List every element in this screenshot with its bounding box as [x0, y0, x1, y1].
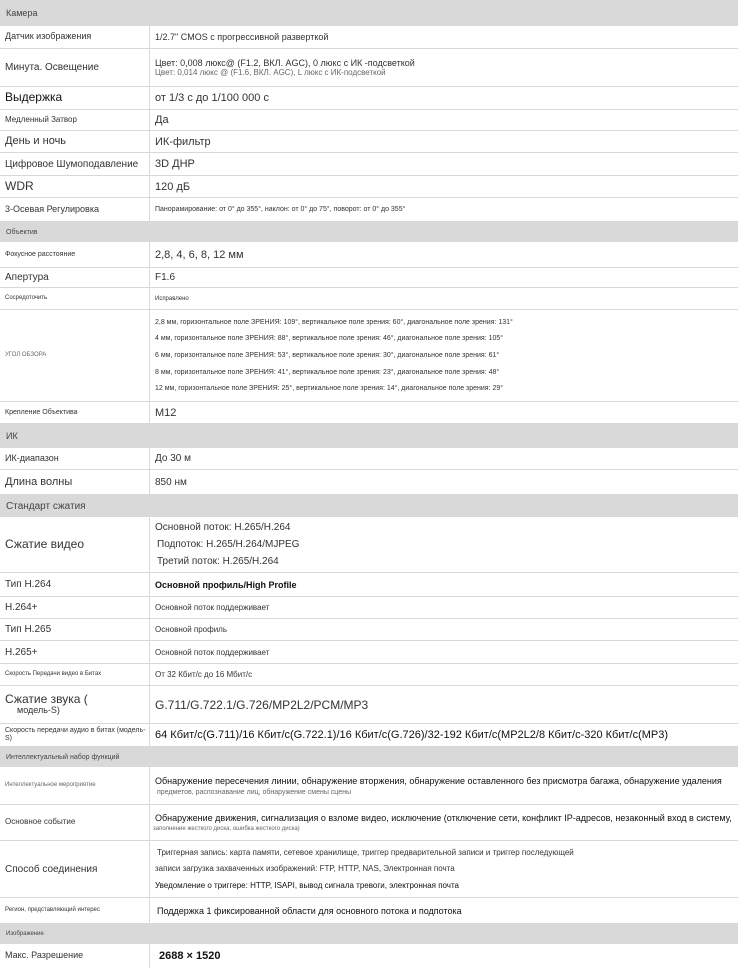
section-title: Камера [6, 8, 38, 18]
row-label: Скорость передачи аудио в битах (модель-S) [5, 727, 146, 742]
row-label-line: модель-S) [17, 705, 60, 716]
row-label: Минута. Освещение [5, 62, 99, 73]
row-value: До 30 м [155, 453, 192, 464]
row-value-line: Третий поток: H.265/H.264 [157, 556, 279, 567]
row-value-line: Уведомление о триггере: HTTP, ISAPI, вывод сигнала тревоги, электронная почта [155, 881, 459, 891]
row-slow-shutter [0, 110, 738, 131]
row-value-line: заполнение жесткого диска, ошибка жесткого диска) [153, 826, 300, 832]
row-label: Макс. Разрешение [5, 950, 84, 961]
section-image [0, 924, 738, 944]
row-label: Скорость Передачи видео в Битах [5, 671, 102, 678]
row-value: M12 [155, 406, 177, 419]
row-smart-event [0, 767, 738, 805]
row-3-axis-adjustment [0, 198, 738, 222]
row-ir-range [0, 448, 738, 470]
fov-line: 4 мм, горизонтальное поле ЗРЕНИЯ: 88°, вертикальное поле зрения: 46°, диагональное поле зрения: 105° [155, 335, 504, 343]
row-h264-type [0, 573, 738, 597]
row-focus [0, 288, 738, 310]
row-h265-type [0, 619, 738, 641]
row-value-line: Цвет: 0,008 люкс@ (F1.2, ВКЛ. AGC), 0 люкс с ИК -подсветкой [155, 58, 415, 68]
row-label-line: Сжатие звука ( [5, 691, 88, 706]
fov-line: 12 мм, горизонтальное поле ЗРЕНИЯ: 25°, вертикальное поле зрения: 14°, диагональное поле зрения: 29° [155, 385, 504, 393]
row-value: От 32 Кбит/с до 16 Мбит/с [155, 670, 253, 679]
row-linkage-method [0, 841, 738, 898]
row-value: Основной профиль [155, 625, 228, 634]
fov-line: 8 мм, горизонтальное поле ЗРЕНИЯ: 41°, вертикальное поле зрения: 23°, диагональное поле зрения: 48° [155, 368, 500, 376]
row-value-line: Обнаружение пересечения линии, обнаружение вторжения, обнаружение оставленного без присмотра багажа, обнаружение удаления [155, 775, 722, 786]
row-value: ИК-фильтр [155, 135, 211, 148]
row-label: Основное событие [5, 817, 76, 827]
fov-line: 6 мм, горизонтальное поле ЗРЕНИЯ: 53°, вертикальное поле зрения: 30°, диагональное поле зрения: 61° [155, 351, 500, 359]
section-title: Изображение [6, 931, 44, 937]
row-value: 120 дБ [155, 180, 191, 193]
row-video-bitrate [0, 664, 738, 686]
row-label: Крепление Объектива [5, 408, 78, 416]
row-shutter [0, 87, 738, 110]
row-value: 64 Кбит/с(G.711)/16 Кбит/с(G.722.1)/16 Кбит/с(G.726)/32-192 Кбит/с(MP2L2/8 Кбит/с-320 Кбит/с(MP3) [155, 729, 669, 741]
row-basic-event [0, 805, 738, 841]
row-min-illumination [0, 49, 738, 87]
row-label: Апертура [5, 272, 49, 283]
row-label: Выдержка [5, 90, 63, 105]
row-value: Основной поток поддерживает [155, 603, 270, 612]
row-day-night [0, 131, 738, 153]
row-lens-mount [0, 402, 738, 424]
row-focal-length [0, 242, 738, 268]
row-label: 3-Осевая Регулировка [5, 203, 99, 214]
row-value: Панорамирование: от 0° до 355°, наклон: от 0° до 75°, поворот: от 0° до 355° [155, 206, 406, 213]
row-label: УГОЛ ОБЗОРА [5, 352, 47, 359]
section-camera [0, 0, 738, 26]
row-label: Тип H.265 [5, 624, 52, 635]
row-field-of-view [0, 310, 738, 402]
row-value-line: Обнаружение движения, сигнализация о взломе видео, исключение (отключение сети, конфликт IP-адресов, незаконный вход в систему, [155, 813, 732, 823]
row-label: День и ночь [5, 135, 67, 148]
row-value: от 1/3 с до 1/100 000 с [155, 92, 269, 104]
row-value: F1.6 [155, 272, 176, 283]
section-compression [0, 495, 738, 517]
fov-line: 2,8 мм, горизонтальное поле ЗРЕНИЯ: 109°, вертикальное поле зрения: 60°, диагональное поле зрения: 131° [155, 318, 513, 326]
section-title: Объектив [6, 228, 38, 236]
row-label: Регион, представляющий интерес [5, 907, 100, 914]
row-label: Длина волны [5, 475, 73, 488]
section-title: Стандарт сжатия [6, 500, 86, 512]
row-audio-compression [0, 686, 738, 724]
row-h264-plus [0, 597, 738, 619]
row-value: Исправлено [155, 295, 189, 302]
section-lens [0, 222, 738, 242]
row-video-compression [0, 517, 738, 573]
row-value: Основной поток поддерживает [155, 647, 270, 657]
row-max-resolution [0, 944, 738, 968]
row-label: Датчик изображения [5, 31, 92, 42]
row-label: Фокусное расстояние [5, 250, 76, 258]
row-h265-plus [0, 641, 738, 664]
row-label: H.265+ [5, 646, 38, 658]
row-label: Способ соединения [5, 863, 98, 875]
row-value: 1/2.7" CMOS с прогрессивной разверткой [155, 32, 329, 42]
section-ir [0, 424, 738, 448]
row-dnr [0, 153, 738, 176]
row-label: Сжатие видео [5, 536, 85, 551]
row-label: Медленный Затвор [5, 114, 77, 124]
row-audio-bitrate [0, 724, 738, 747]
section-title: Интеллектуальный набор функций [6, 753, 120, 761]
row-label: H.264+ [5, 602, 38, 613]
row-value-line: Цвет: 0,014 люкс @ (F1.6, ВКЛ. AGC), L люкс с ИК-подсветкой [155, 68, 386, 77]
row-wdr [0, 176, 738, 198]
row-value: Да [155, 114, 169, 126]
row-aperture [0, 268, 738, 288]
row-sensor [0, 26, 738, 49]
row-value-line: записи загрузка захваченных изображений: FTP, HTTP, NAS, Электронная почта [155, 864, 455, 874]
row-value: G.711/G.722.1/G.726/MP2L2/PCM/MP3 [155, 697, 369, 712]
row-value: 850 нм [155, 476, 187, 488]
row-label: Тип H.264 [5, 579, 52, 590]
row-value: 2,8, 4, 6, 8, 12 мм [155, 248, 244, 261]
row-value-line: Подпоток: H.265/H.264/MJPEG [157, 539, 300, 550]
row-label: Сосредоточить [5, 295, 48, 302]
row-value: Основной профиль/High Profile [155, 579, 297, 590]
row-value: Поддержка 1 фиксированной области для основного потока и подпотока [157, 905, 462, 916]
row-label: ИК-диапазон [5, 452, 59, 463]
row-value-line: Основной поток: H.265/H.264 [155, 522, 291, 533]
row-value: 3D ДНР [155, 158, 195, 170]
row-wavelength [0, 470, 738, 495]
row-value-line: предметов, распознавание лиц, обнаружение смены сцены [157, 788, 352, 796]
row-value-line: Триггерная запись: карта памяти, сетевое хранилище, триггер предварительной записи и триггер последующей [157, 847, 574, 857]
row-region-of-interest [0, 898, 738, 924]
row-label: Цифровое Шумоподавление [5, 158, 139, 170]
section-title: ИК [6, 431, 18, 441]
row-label: WDR [5, 178, 34, 193]
section-smart-features [0, 747, 738, 767]
row-value: 2688 × 1520 [159, 950, 221, 962]
row-label: Интеллектуальное мероприятие [5, 782, 96, 789]
